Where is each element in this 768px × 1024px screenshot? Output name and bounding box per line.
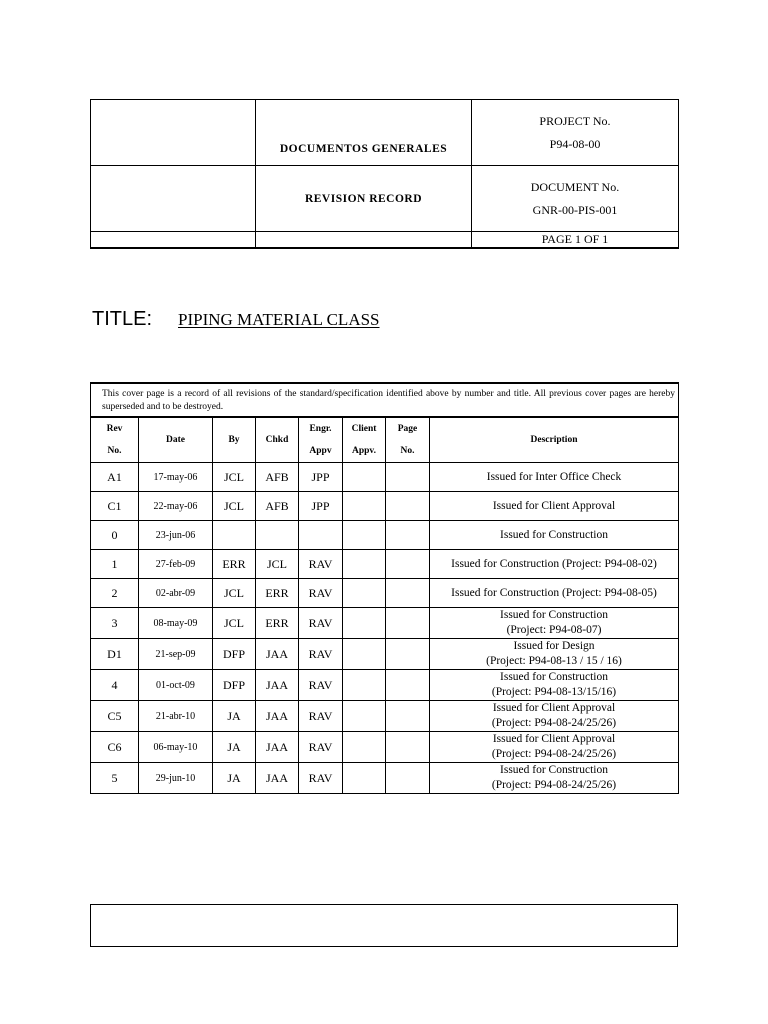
chkd-cell: JCL — [256, 550, 299, 579]
chkd-cell: JAA — [256, 639, 299, 670]
rev-cell: C6 — [91, 732, 139, 763]
document-group: DOCUMENTOS GENERALES — [279, 143, 448, 155]
by-cell: ERR — [213, 550, 256, 579]
table-row — [91, 608, 679, 639]
page-no-cell — [386, 579, 430, 608]
col-rev: Rev No. — [91, 417, 139, 463]
table-row — [91, 732, 679, 763]
date-cell: 23-jun-06 — [139, 521, 213, 550]
revision-rows — [91, 463, 679, 794]
description-line-1: Issued for Inter Office Check — [486, 470, 622, 483]
table-row — [91, 763, 679, 794]
chkd-cell: JAA — [256, 732, 299, 763]
client-appv-cell — [343, 521, 386, 550]
page-no-cell — [386, 492, 430, 521]
rev-cell: 2 — [91, 579, 139, 608]
date-cell: 21-sep-09 — [139, 639, 213, 670]
by-cell: DFP — [213, 639, 256, 670]
date-cell: 08-may-09 — [139, 608, 213, 639]
description-cell — [430, 732, 679, 763]
description-cell — [430, 463, 679, 492]
description-cell — [430, 608, 679, 639]
table-row — [91, 579, 679, 608]
chkd-cell: AFB — [256, 492, 299, 521]
engr-appv-cell: RAV — [299, 701, 343, 732]
page-no-cell — [386, 639, 430, 670]
col-engr-appv: Engr. Appv — [299, 417, 343, 463]
project-cell — [472, 100, 679, 166]
table-row — [91, 463, 679, 492]
engr-appv-cell — [299, 521, 343, 550]
chkd-cell: JAA — [256, 670, 299, 701]
revision-table — [90, 382, 679, 794]
by-cell: JCL — [213, 463, 256, 492]
col-page-no: Page No. — [386, 417, 430, 463]
document-cell — [472, 166, 679, 232]
document-label: DOCUMENT No. — [530, 179, 620, 194]
client-appv-cell — [343, 579, 386, 608]
chkd-cell: JAA — [256, 763, 299, 794]
document-number: GNR-00-PIS-001 — [532, 202, 618, 217]
description-cell — [430, 763, 679, 794]
page-no-cell — [386, 732, 430, 763]
description-cell — [430, 492, 679, 521]
by-cell — [213, 521, 256, 550]
revision-header-row — [91, 417, 679, 463]
description-line-1: Issued for Construction — [500, 671, 608, 683]
project-number: P94-08-00 — [549, 136, 601, 151]
title-label: TITLE: — [92, 308, 153, 330]
page-no-cell — [386, 608, 430, 639]
document-group-cell — [256, 100, 472, 166]
header-footer-cell-1 — [91, 232, 256, 249]
description-line-1: Issued for Construction (Project: P94-08-02) — [451, 557, 657, 570]
by-cell: DFP — [213, 670, 256, 701]
rev-cell: 0 — [91, 521, 139, 550]
client-appv-cell — [343, 732, 386, 763]
col-client-appv: Client Appv. — [343, 417, 386, 463]
description-line-2: (Project: P94-08-24/25/26) — [491, 717, 617, 729]
by-cell: JCL — [213, 492, 256, 521]
engr-appv-cell: RAV — [299, 763, 343, 794]
chkd-cell: AFB — [256, 463, 299, 492]
client-appv-cell — [343, 463, 386, 492]
description-line-2: (Project: P94-08-13/15/16) — [491, 686, 617, 698]
document-header — [90, 99, 679, 249]
title-line — [92, 308, 380, 336]
table-row — [91, 639, 679, 670]
by-cell: JCL — [213, 608, 256, 639]
page-no-cell — [386, 670, 430, 701]
engr-appv-cell: RAV — [299, 639, 343, 670]
date-cell: 27-feb-09 — [139, 550, 213, 579]
client-appv-cell — [343, 639, 386, 670]
description-line-1: Issued for Client Approval — [492, 733, 616, 745]
client-appv-cell — [343, 670, 386, 701]
description-line-1: Issued for Design — [513, 640, 595, 652]
chkd-cell: ERR — [256, 579, 299, 608]
col-chkd: Chkd — [256, 417, 299, 463]
rev-cell: D1 — [91, 639, 139, 670]
header-blank-cell — [91, 166, 256, 232]
rev-cell: 3 — [91, 608, 139, 639]
table-row — [91, 701, 679, 732]
bottom-box — [90, 904, 678, 947]
description-line-1: Issued for Construction — [500, 609, 608, 621]
description-line-2: (Project: P94-08-13 / 15 / 16) — [486, 655, 622, 667]
date-cell: 06-may-10 — [139, 732, 213, 763]
description-line-2: (Project: P94-08-07) — [506, 624, 602, 636]
rev-cell: C5 — [91, 701, 139, 732]
date-cell: 17-may-06 — [139, 463, 213, 492]
by-cell: JA — [213, 763, 256, 794]
client-appv-cell — [343, 608, 386, 639]
by-cell: JA — [213, 701, 256, 732]
table-row — [91, 521, 679, 550]
rev-cell: C1 — [91, 492, 139, 521]
table-row — [91, 550, 679, 579]
rev-cell: A1 — [91, 463, 139, 492]
header-footer-cell-2 — [256, 232, 472, 249]
engr-appv-cell: RAV — [299, 550, 343, 579]
header-logo-cell — [91, 100, 256, 166]
page-indicator: PAGE 1 OF 1 — [472, 232, 679, 249]
title-value: PIPING MATERIAL CLASS — [178, 310, 380, 329]
chkd-cell — [256, 521, 299, 550]
description-line-1: Issued for Construction (Project: P94-08-05) — [451, 586, 657, 599]
page-no-cell — [386, 463, 430, 492]
date-cell: 02-abr-09 — [139, 579, 213, 608]
description-cell — [430, 550, 679, 579]
chkd-cell: JAA — [256, 701, 299, 732]
col-description: Description — [430, 417, 679, 463]
table-row — [91, 670, 679, 701]
record-type-cell — [256, 166, 472, 232]
col-by: By — [213, 417, 256, 463]
rev-cell: 4 — [91, 670, 139, 701]
engr-appv-cell: RAV — [299, 732, 343, 763]
page-no-cell — [386, 550, 430, 579]
description-line-1: Issued for Client Approval — [492, 499, 616, 512]
client-appv-cell — [343, 492, 386, 521]
date-cell: 21-abr-10 — [139, 701, 213, 732]
description-line-2: (Project: P94-08-24/25/26) — [491, 779, 617, 791]
description-line-2: (Project: P94-08-24/25/26) — [491, 748, 617, 760]
description-cell — [430, 639, 679, 670]
project-label: PROJECT No. — [539, 113, 611, 128]
revision-notice: This cover page is a record of all revisions of the standard/specification identified above by number and title. All previous cover pages are hereby superseded and to be destroyed. — [91, 383, 679, 417]
date-cell: 01-oct-09 — [139, 670, 213, 701]
table-row — [91, 492, 679, 521]
description-cell — [430, 579, 679, 608]
chkd-cell: ERR — [256, 608, 299, 639]
by-cell: JCL — [213, 579, 256, 608]
description-line-1: Issued for Client Approval — [492, 702, 616, 714]
col-date: Date — [139, 417, 213, 463]
description-line-1: Issued for Construction — [500, 764, 608, 776]
client-appv-cell — [343, 763, 386, 794]
description-cell — [430, 521, 679, 550]
description-line-1: Issued for Construction — [500, 528, 608, 541]
engr-appv-cell: RAV — [299, 579, 343, 608]
page-no-cell — [386, 763, 430, 794]
date-cell: 29-jun-10 — [139, 763, 213, 794]
engr-appv-cell: JPP — [299, 492, 343, 521]
engr-appv-cell: JPP — [299, 463, 343, 492]
engr-appv-cell: RAV — [299, 670, 343, 701]
by-cell: JA — [213, 732, 256, 763]
description-cell — [430, 701, 679, 732]
description-cell — [430, 670, 679, 701]
rev-cell: 5 — [91, 763, 139, 794]
client-appv-cell — [343, 701, 386, 732]
page-no-cell — [386, 701, 430, 732]
rev-cell: 1 — [91, 550, 139, 579]
record-type: REVISION RECORD — [304, 193, 423, 205]
date-cell: 22-may-06 — [139, 492, 213, 521]
engr-appv-cell: RAV — [299, 608, 343, 639]
client-appv-cell — [343, 550, 386, 579]
page-no-cell — [386, 521, 430, 550]
